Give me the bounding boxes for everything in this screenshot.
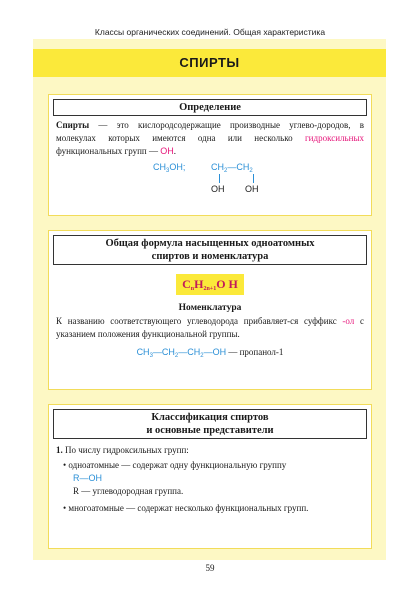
definition-term: Спирты xyxy=(56,120,90,130)
general-formula-wrap xyxy=(49,274,371,295)
definition-text-part3: . xyxy=(173,146,176,156)
classification-item-text: По числу гидроксильных групп: xyxy=(65,445,189,455)
nomenclature-text xyxy=(49,313,371,341)
propanol-name: — пропанол-1 xyxy=(226,347,284,357)
methanol-ch: CH xyxy=(153,162,166,172)
definition-text xyxy=(49,116,371,158)
methanol-oh: OH; xyxy=(169,162,186,172)
ethanediol-bond-right xyxy=(253,174,254,183)
formula-h: H xyxy=(194,277,204,291)
definition-group: OH xyxy=(160,146,174,156)
ethanediol-oh-left: OH xyxy=(211,184,225,194)
bullet-polyhydric xyxy=(49,502,371,515)
general-heading xyxy=(53,235,367,265)
definition-highlight: гидроксильных xyxy=(304,133,364,143)
classification-item xyxy=(49,439,371,457)
ethanediol-sub-right: 2 xyxy=(249,168,253,174)
nomenclature-suffix: -ол xyxy=(342,316,355,326)
definition-heading: Определение xyxy=(53,99,367,116)
definition-text-part1: — это кислородсодержащие производные углево-дородов, в молекулах которых имеются одна или несколько xyxy=(56,120,364,143)
definition-box xyxy=(48,94,372,216)
general-formula-box xyxy=(48,230,372,390)
propanol-part: —OH xyxy=(203,347,227,357)
propanol-example xyxy=(49,347,371,357)
bullet-icon: • xyxy=(63,503,67,513)
formula-oh: O H xyxy=(216,277,238,291)
ethanediol-chain xyxy=(211,162,253,172)
methanol-formula xyxy=(153,162,185,172)
propanol-formula xyxy=(137,347,227,357)
propanol-part: CH xyxy=(136,347,150,357)
propanol-sub: 2 xyxy=(174,353,179,359)
formula-c: C xyxy=(182,277,191,291)
page-number: 59 xyxy=(205,563,215,573)
classification-heading xyxy=(53,409,367,439)
nomenclature-title: Номенклатура xyxy=(178,303,242,313)
running-header: Классы органических соединений. Общая характеристика xyxy=(94,27,326,37)
definition-text-part2: функциональных групп — xyxy=(56,146,161,156)
general-formula xyxy=(176,274,244,295)
bullet-monohydric-formula: R—OH xyxy=(73,473,102,483)
definition-examples xyxy=(49,162,371,202)
ethanediol-sub-left: 2 xyxy=(224,168,228,174)
bullet-icon: • xyxy=(63,460,67,470)
bullet-polyhydric-text: многоатомные — содержат несколько функциональных групп. xyxy=(68,503,309,513)
formula-sub: 2n+1 xyxy=(203,286,217,292)
propanol-part: —CH xyxy=(178,347,201,357)
propanol-sub: 3 xyxy=(149,353,153,359)
ethanediol-bond-left xyxy=(219,174,220,183)
ethanediol-ch-right: CH xyxy=(236,162,250,172)
ethanediol-bond: — xyxy=(227,162,237,172)
bullet-monohydric-text: одноатомные — содержат одну функциональную группу xyxy=(68,460,287,470)
bullet-monohydric xyxy=(49,459,371,472)
classification-box xyxy=(48,404,372,549)
ethanediol-ch-left: CH xyxy=(211,162,224,172)
propanol-part: —CH xyxy=(152,347,175,357)
classification-heading-line2: и основные представители xyxy=(146,425,274,436)
page-title: СПИРТЫ xyxy=(33,49,386,77)
general-heading-line1: Общая формула насыщенных одноатомных xyxy=(105,238,315,249)
nomenclature-text-part1: К названию соответствующего углеводорода прибавляет-ся суффикс xyxy=(56,316,343,326)
formula-n: n xyxy=(190,286,195,292)
nomenclature-text-part2: с указанием положения функциональной группы. xyxy=(56,316,364,339)
propanol-sub: 2 xyxy=(200,353,204,359)
methanol-sub: 3 xyxy=(166,168,170,174)
classification-heading-line1: Классификация спиртов xyxy=(151,412,269,423)
ethanediol-oh-right: OH xyxy=(245,184,259,194)
classification-item-number: 1. xyxy=(56,445,63,455)
bullet-monohydric-note: R — углеводородная группа. xyxy=(73,486,184,496)
general-heading-line2: спиртов и номенклатура xyxy=(151,251,269,262)
